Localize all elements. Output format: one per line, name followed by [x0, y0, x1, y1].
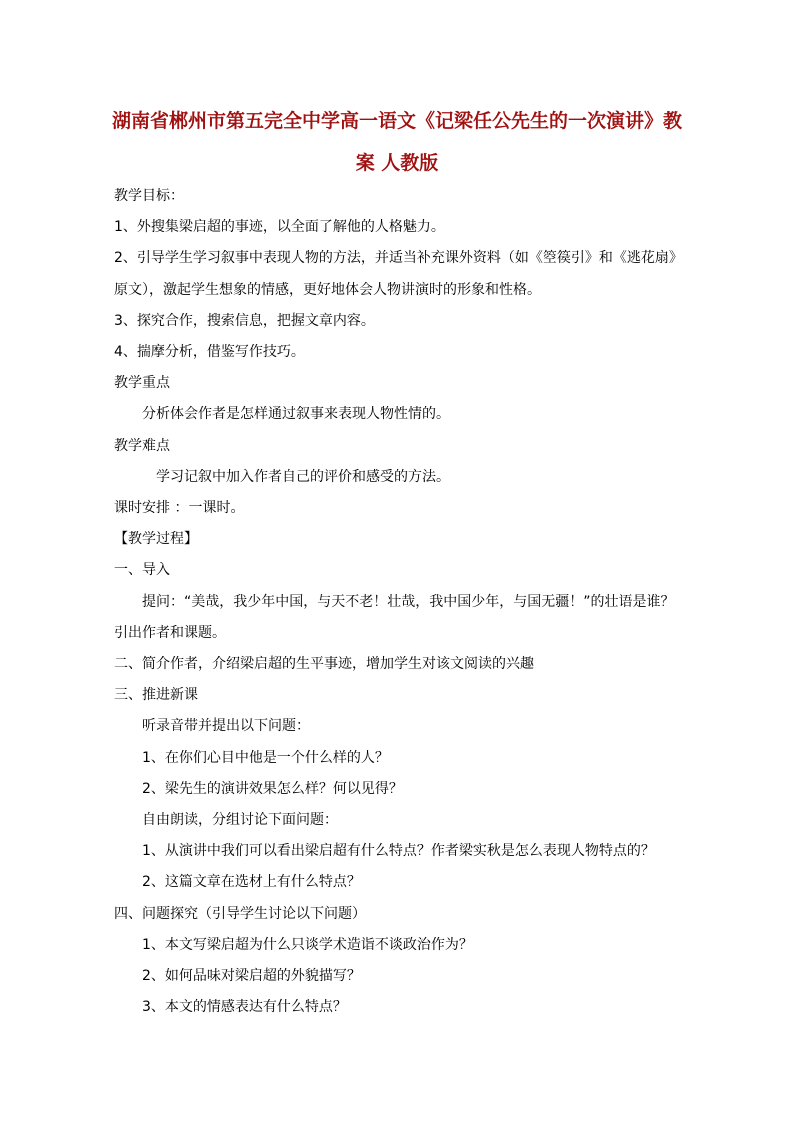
reading-prompt: 自由朗读，分组讨论下面问题： — [142, 812, 338, 828]
objective-item-continued: 原文），激起学生想象的情感，更好地体会人物讲演时的形象和性格。 — [114, 282, 541, 298]
intro-question: 提问：“美哉，我少年中国，与天不老！壮哉，我中国少年，与国无疆！”的壮语是谁？ — [142, 594, 675, 610]
section-heading-difficulties: 教学难点 — [114, 438, 170, 454]
question-item: 2、这篇文章在选材上有什么特点？ — [142, 874, 361, 890]
difficulties-text: 学习记叙中加入作者自己的评价和感受的方法。 — [156, 469, 450, 485]
schedule-text: 课时安排 ：一课时。 — [114, 500, 245, 516]
step-heading-new-lesson: 三、推进新课 — [114, 687, 198, 703]
question-item: 2、如何品味对梁启超的外貌描写？ — [142, 968, 361, 984]
objective-item: 2、引导学生学习叙事中表现人物的方法，并适当补充课外资料（如《箜篌引》和《逃花扇》 — [114, 250, 683, 266]
step-heading-author: 二、简介作者，介绍梁启超的生平事迹，增加学生对该文阅读的兴趣 — [114, 656, 534, 672]
section-heading-process: 【教学过程】 — [114, 531, 198, 547]
question-item: 3、本文的情感表达有什么特点？ — [142, 999, 347, 1015]
section-heading-objectives: 教学目标： — [114, 188, 184, 204]
listening-prompt: 听录音带并提出以下问题： — [142, 718, 310, 734]
question-item: 1、从演讲中我们可以看出梁启超有什么特点？作者梁实秋是怎么表现人物特点的？ — [142, 843, 655, 859]
objective-item: 4、揣摩分析，借鉴写作技巧。 — [114, 344, 305, 360]
intro-question-continued: 引出作者和课题。 — [114, 625, 226, 641]
objective-item: 3、探究合作，搜索信息，把握文章内容。 — [114, 313, 375, 329]
document-title-line-2: 案 人教版 — [355, 152, 439, 174]
document-title-line-1: 湖南省郴州市第五完全中学高一语文《记梁任公先生的一次演讲》教 — [111, 110, 682, 132]
key-points-text: 分析体会作者是怎样通过叙事来表现人物性情的。 — [142, 406, 450, 422]
step-heading-inquiry: 四、问题探究（引导学生讨论以下问题） — [114, 906, 366, 922]
section-heading-key-points: 教学重点 — [114, 375, 170, 391]
question-item: 2、梁先生的演讲效果怎么样？何以见得？ — [142, 781, 403, 797]
step-heading-intro: 一、导入 — [114, 562, 170, 578]
question-item: 1、在你们心目中他是一个什么样的人？ — [142, 750, 389, 766]
question-item: 1、本文写梁启超为什么只谈学术造诣不谈政治作为？ — [142, 937, 473, 953]
objective-item: 1、外搜集梁启超的事迹，以全面了解他的人格魅力。 — [114, 219, 445, 235]
